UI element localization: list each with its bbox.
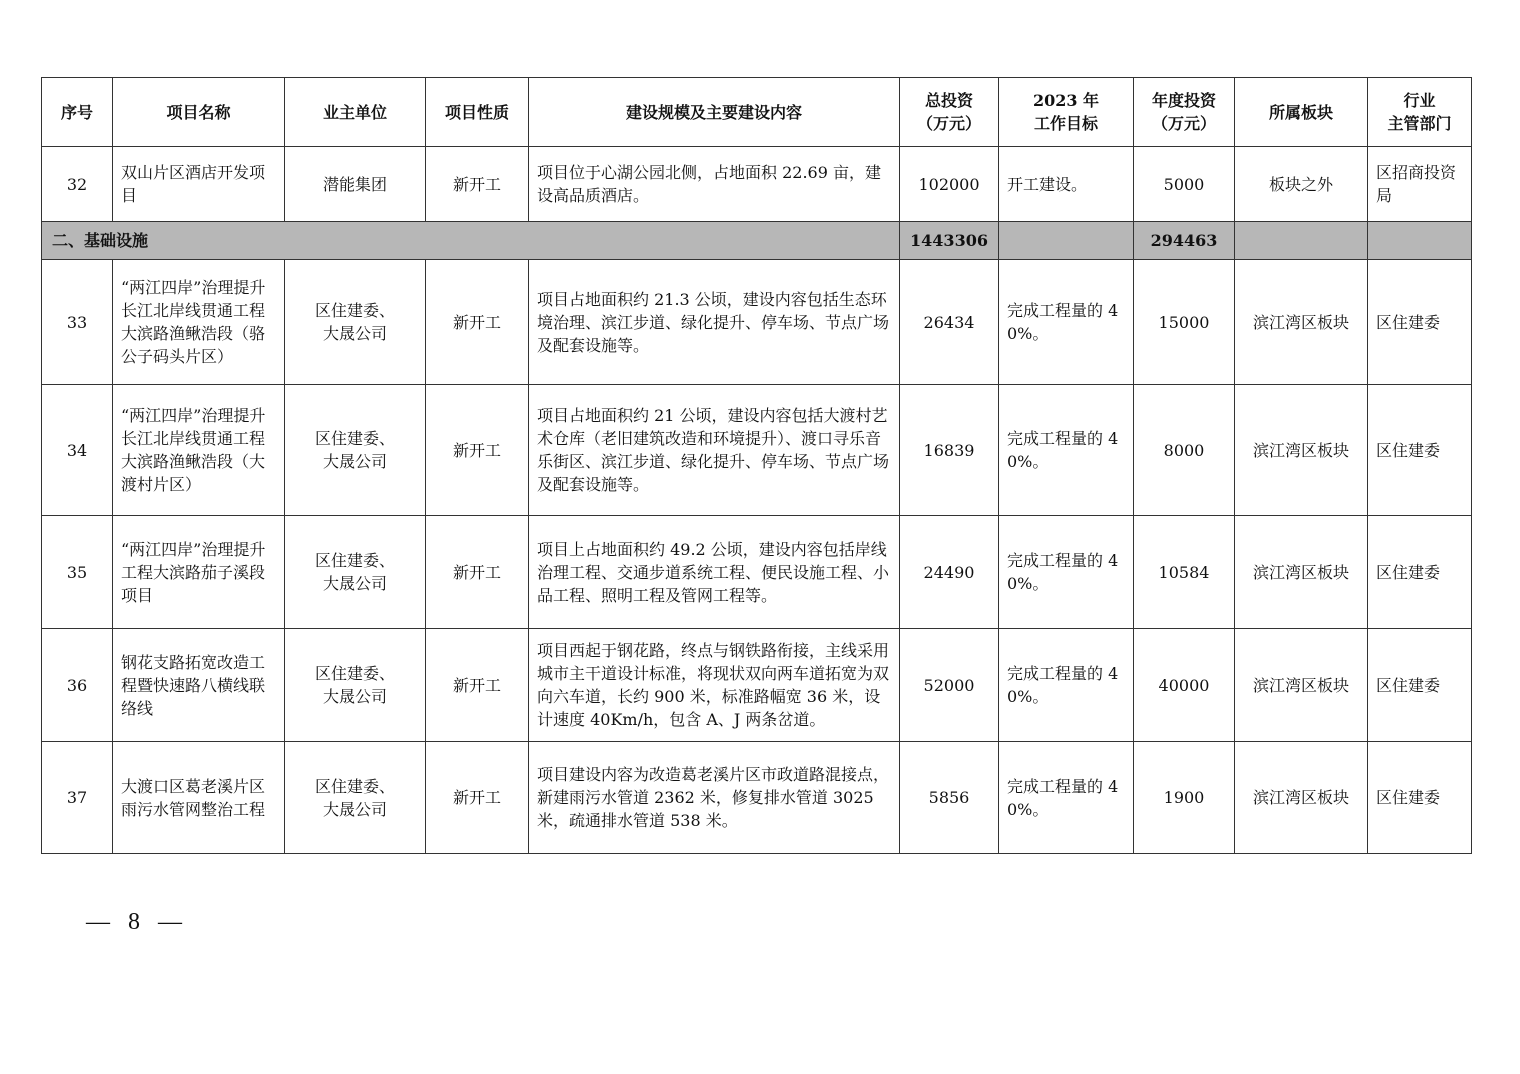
cell-department: 区住建委: [1368, 385, 1472, 516]
cell-nature: 新开工: [426, 742, 529, 854]
section-sector-empty: [1235, 222, 1368, 260]
cell-owner: [285, 742, 426, 854]
cell-owner-line1: 区住建委、: [314, 429, 395, 448]
header-owner: 业主单位: [285, 78, 426, 147]
cell-department: 区招商投资局: [1368, 147, 1472, 222]
cell-index: 36: [42, 629, 113, 742]
cell-index: 34: [42, 385, 113, 516]
cell-owner: [285, 516, 426, 629]
header-target-line2: 工作目标: [1033, 114, 1098, 133]
cell-nature: 新开工: [426, 629, 529, 742]
header-index: 序号: [42, 78, 113, 147]
section-annual-investment: 294463: [1134, 222, 1235, 260]
cell-total-investment: 5856: [900, 742, 999, 854]
cell-target: 完成工程量的 40%。: [999, 260, 1134, 385]
cell-sector: 滨江湾区板块: [1235, 260, 1368, 385]
header-annual-investment: [1134, 78, 1235, 147]
cell-annual-investment: 15000: [1134, 260, 1235, 385]
cell-index: 33: [42, 260, 113, 385]
table-row: [42, 742, 1472, 854]
cell-project-name: “两江四岸”治理提升长江北岸线贯通工程大滨路渔鳅浩段（大渡村片区）: [113, 385, 285, 516]
cell-nature: 新开工: [426, 516, 529, 629]
cell-nature: 新开工: [426, 385, 529, 516]
cell-target: 完成工程量的 40%。: [999, 385, 1134, 516]
table-row: [42, 629, 1472, 742]
header-row: [42, 78, 1472, 147]
cell-total-investment: 16839: [900, 385, 999, 516]
header-sector: 所属板块: [1235, 78, 1368, 147]
header-nature: 项目性质: [426, 78, 529, 147]
cell-total-investment: 24490: [900, 516, 999, 629]
cell-content: 项目西起于钢花路，终点与钢铁路衔接，主线采用城市主干道设计标准，将现状双向两车道拓宽为双向六车道，长约 900 米，标准路幅宽 36 米，设计速度 40Km/h，包含 A、J 两条岔道。: [529, 629, 900, 742]
cell-annual-investment: 8000: [1134, 385, 1235, 516]
section-label: 二、基础设施: [42, 222, 900, 260]
cell-sector: 滨江湾区板块: [1235, 516, 1368, 629]
cell-annual-investment: 5000: [1134, 147, 1235, 222]
cell-owner: [285, 260, 426, 385]
header-content: 建设规模及主要建设内容: [529, 78, 900, 147]
cell-target: 完成工程量的 40%。: [999, 629, 1134, 742]
cell-total-investment: 52000: [900, 629, 999, 742]
table-row: [42, 516, 1472, 629]
section-row: [42, 222, 1472, 260]
cell-department: 区住建委: [1368, 742, 1472, 854]
header-department: [1368, 78, 1472, 147]
header-annual-investment-line1: 年度投资: [1151, 91, 1216, 110]
cell-owner: 潜能集团: [285, 147, 426, 222]
table-row: [42, 260, 1472, 385]
cell-project-name: 双山片区酒店开发项目: [113, 147, 285, 222]
cell-owner-line1: 区住建委、: [314, 776, 395, 796]
cell-index: 35: [42, 516, 113, 629]
cell-owner-line1: 区住建委、: [314, 664, 395, 683]
table-row: [42, 385, 1472, 516]
table-row: [42, 147, 1472, 222]
cell-annual-investment: 1900: [1134, 742, 1235, 854]
cell-sector: 滨江湾区板块: [1235, 385, 1368, 516]
cell-owner-line1: 区住建委、: [314, 551, 395, 570]
section-total-investment: 1443306: [900, 222, 999, 260]
cell-department: 区住建委: [1368, 516, 1472, 629]
cell-project-name: “两江四岸”治理提升长江北岸线贯通工程大滨路渔鳅浩段（骆公子码头片区）: [113, 260, 285, 385]
cell-owner: [285, 385, 426, 516]
cell-index: 32: [42, 147, 113, 222]
header-annual-investment-line2: （万元）: [1151, 114, 1216, 133]
cell-target: 开工建设。: [999, 147, 1134, 222]
cell-owner-line2: 大晟公司: [322, 687, 387, 706]
page-number: — 8 —: [86, 909, 184, 935]
cell-annual-investment: 10584: [1134, 516, 1235, 629]
cell-owner-line1: 区住建委、: [314, 301, 395, 320]
cell-sector: 滨江湾区板块: [1235, 742, 1368, 854]
cell-index: 37: [42, 742, 113, 854]
cell-target: 完成工程量的 40%。: [999, 516, 1134, 629]
cell-total-investment: 26434: [900, 260, 999, 385]
cell-project-name: 大渡口区葛老溪片区雨污水管网整治工程: [113, 742, 285, 854]
project-table: [41, 77, 1472, 854]
cell-sector: 板块之外: [1235, 147, 1368, 222]
cell-sector: 滨江湾区板块: [1235, 629, 1368, 742]
cell-content: 项目上占地面积约 49.2 公顷，建设内容包括岸线治理工程、交通步道系统工程、便民设施工程、小品工程、照明工程及管网工程等。: [529, 516, 900, 629]
header-target: [999, 78, 1134, 147]
section-target-empty: [999, 222, 1134, 260]
cell-content: 项目位于心湖公园北侧，占地面积 22.69 亩，建设高品质酒店。: [529, 147, 900, 222]
cell-owner-line2: 大晟公司: [322, 324, 387, 343]
cell-annual-investment: 40000: [1134, 629, 1235, 742]
header-target-line1: 2023 年: [1032, 91, 1100, 110]
cell-nature: 新开工: [426, 147, 529, 222]
header-department-line2: 主管部门: [1387, 114, 1452, 133]
cell-nature: 新开工: [426, 260, 529, 385]
cell-owner-line2: 大晟公司: [322, 452, 387, 471]
header-total-investment-line1: 总投资: [924, 91, 973, 110]
cell-content: 项目建设内容为改造葛老溪片区市政道路混接点，新建雨污水管道 2362 米，修复排水管道 3025 米，疏通排水管道 538 米。: [529, 742, 900, 854]
header-department-line1: 行业: [1403, 91, 1436, 110]
cell-department: 区住建委: [1368, 260, 1472, 385]
header-project-name: 项目名称: [113, 78, 285, 147]
cell-content: 项目占地面积约 21.3 公顷，建设内容包括生态环境治理、滨江步道、绿化提升、停车场、节点广场及配套设施等。: [529, 260, 900, 385]
cell-content: 项目占地面积约 21 公顷，建设内容包括大渡村艺术仓库（老旧建筑改造和环境提升）、渡口寻乐音乐街区、滨江步道、绿化提升、停车场、节点广场及配套设施等。: [529, 385, 900, 516]
section-department-empty: [1368, 222, 1472, 260]
cell-project-name: “两江四岸”治理提升工程大滨路茄子溪段项目: [113, 516, 285, 629]
cell-total-investment: 102000: [900, 147, 999, 222]
cell-owner-line2: 大晟公司: [322, 574, 387, 593]
cell-target: 完成工程量的 40%。: [999, 742, 1134, 854]
cell-project-name: 钢花支路拓宽改造工程暨快速路八横线联络线: [113, 629, 285, 742]
cell-owner: [285, 629, 426, 742]
cell-owner-line2: 大晟公司: [322, 799, 387, 819]
header-total-investment-line2: （万元）: [916, 114, 981, 133]
cell-department: 区住建委: [1368, 629, 1472, 742]
header-total-investment: [900, 78, 999, 147]
